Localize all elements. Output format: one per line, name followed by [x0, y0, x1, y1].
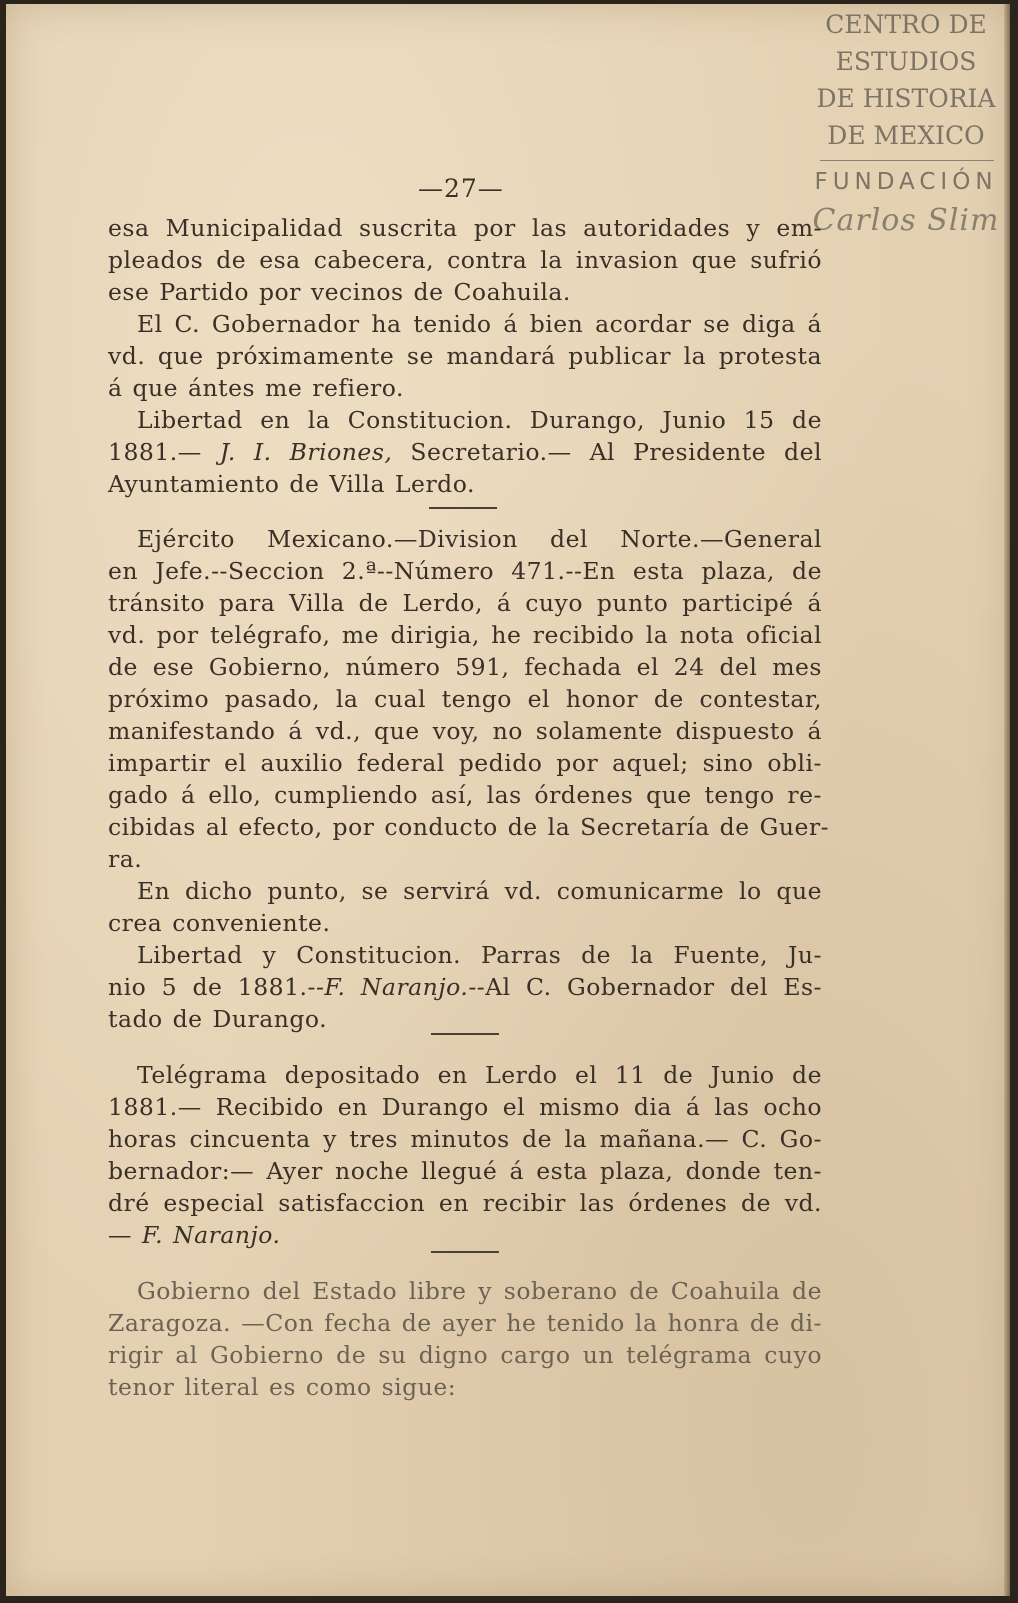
text-line: [108, 972, 822, 1004]
text-line: tenor literal es como sigue:: [108, 1373, 457, 1401]
text-line: en Jefe.--Seccion 2.ª--Número 471.--En esta plaza, de: [108, 557, 822, 585]
text-line: Ayuntamiento de Villa Lerdo.: [108, 470, 475, 498]
text-line: bernador:— Ayer noche llegué á esta plaza, donde ten-: [108, 1157, 822, 1185]
text-line: esa Municipalidad suscrita por las autoridades y em-: [108, 214, 822, 242]
text-line: rigir al Gobierno de su digno cargo un telégrama cuyo: [108, 1341, 822, 1369]
page-number: —27—: [418, 174, 504, 203]
text-line: El C. Gobernador ha tenido á bien acordar se diga á: [137, 310, 822, 338]
watermark-signature: Carlos Slim: [812, 203, 1000, 238]
text-line: En dicho punto, se servirá vd. comunicarme lo que: [137, 877, 822, 905]
text-line: cibidas al efecto, por conducto de la Secretaría de Guer-: [108, 813, 830, 841]
text-line: de ese Gobierno, número 591, fechada el 24 del mes: [108, 653, 822, 681]
text-line: próximo pasado, la cual tengo el honor de contestar,: [108, 685, 822, 713]
text-line: Zaragoza. —Con fecha de ayer he tenido la honra de di-: [108, 1309, 822, 1337]
watermark-line: DE MEXICO: [827, 121, 985, 150]
page-edge-shadow: [1004, 4, 1010, 1596]
text-line: Ejército Mexicano.—Division del Norte.—General: [137, 525, 822, 553]
text-segment: 1881.—: [108, 438, 220, 466]
text-line: tado de Durango.: [108, 1005, 328, 1033]
document-page: [6, 4, 1010, 1596]
text-line: ra.: [108, 845, 143, 873]
text-line: crea conveniente.: [108, 909, 331, 937]
text-line: Gobierno del Estado libre y soberano de Coahuila de: [137, 1277, 822, 1305]
text-line: Telégrama depositado en Lerdo el 11 de Junio de: [137, 1061, 822, 1089]
section-divider: [429, 507, 497, 509]
text-line: Libertad y Constitucion. Parras de la Fuente, Ju-: [137, 941, 822, 969]
watermark-line: DE HISTORIA: [816, 84, 996, 113]
text-line: 1881.— Recibido en Durango el mismo dia á las ocho: [108, 1093, 822, 1121]
archive-watermark-stamp: [810, 6, 1002, 241]
watermark-line: ESTUDIOS: [835, 47, 977, 76]
text-line: gado á ello, cumpliendo así, las órdenes que tengo re-: [108, 781, 822, 809]
text-line: horas cincuenta y tres minutos de la mañana.— C. Go-: [108, 1125, 822, 1153]
watermark-divider: [820, 160, 994, 161]
text-line: Libertad en la Constitucion. Durango, Junio 15 de: [137, 406, 822, 434]
text-segment: --Al C. Gobernador del Es-: [468, 973, 822, 1001]
text-line: á que ántes me refiero.: [108, 374, 404, 402]
section-divider: [431, 1251, 499, 1253]
text-line: tránsito para Villa de Lerdo, á cuyo punto participé á: [108, 589, 822, 617]
text-segment: Secretario.— Al Presidente del: [392, 438, 823, 466]
text-line: [108, 437, 822, 469]
signatory-name: F. Naranjo.: [324, 973, 469, 1001]
text-line: dré especial satisfaccion en recibir las órdenes de vd.: [108, 1189, 822, 1217]
text-segment: nio 5 de 1881.--: [108, 973, 325, 1001]
text-line: pleados de esa cabecera, contra la invasion que sufrió: [108, 246, 822, 274]
signatory-name: F. Naranjo.: [141, 1221, 281, 1249]
text-line: ese Partido por vecinos de Coahuila.: [108, 278, 571, 306]
text-segment: —: [108, 1221, 142, 1249]
section-divider: [431, 1033, 499, 1035]
signatory-name: J. I. Briones,: [219, 438, 393, 466]
watermark-foundation: FUNDACIÓN: [814, 169, 998, 195]
watermark-line: CENTRO DE: [825, 10, 987, 39]
text-line: vd. que próximamente se mandará publicar la protesta: [108, 342, 822, 370]
text-line: impartir el auxilio federal pedido por aquel; sino obli-: [108, 749, 822, 777]
text-line: vd. por telégrafo, me dirigia, he recibido la nota oficial: [108, 621, 822, 649]
signature-line: [108, 1220, 822, 1252]
text-line: manifestando á vd., que voy, no solamente dispuesto á: [108, 717, 822, 745]
